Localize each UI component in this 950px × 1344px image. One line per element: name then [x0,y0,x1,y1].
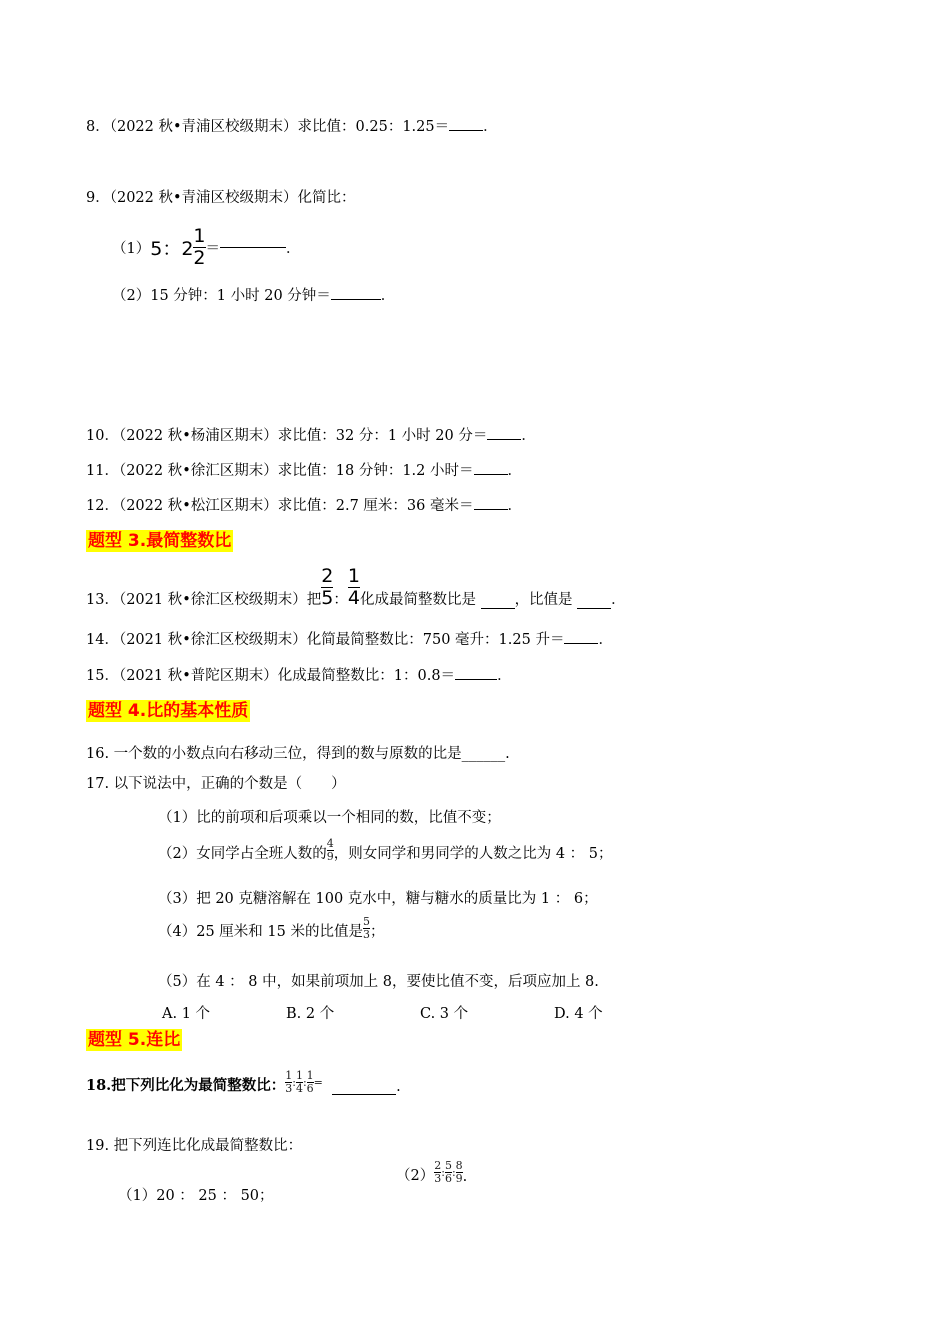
question-source: （2022 秋•杨浦区期末） [118,428,278,444]
answer-blank[interactable] [487,439,521,440]
answer-blank[interactable] [455,679,497,680]
answer-blank[interactable] [564,643,598,644]
question-source: （2021 秋•徐汇区校级期末） [118,591,307,608]
question-15: 15．（2021 秋•普陀区期末）化成最简整数比：1：0.8＝ ． [86,668,512,684]
question-19-part-1: （1）20 ： 25 ： 50； [118,1188,274,1204]
answer-blank[interactable] [332,1094,396,1095]
question-source: （2022 秋•青浦区校级期末） [109,190,298,206]
question-number: 8． [86,119,110,135]
question-source: （2022 秋•青浦区校级期末） [109,119,298,135]
question-9-part-2: （2）15 分钟：1 小时 20 分钟＝ ． [112,288,396,304]
question-17: 17. 以下说法中，正确的个数是（ ） [86,776,346,792]
statement-1: （1）比的前项和后项乘以一个相同的数，比值不变； [158,810,501,826]
fraction: $\frac{1}{6}$ [306,1069,314,1096]
question-text: 化简比： [297,190,356,206]
fraction: $\frac{1}{4}$ [295,1069,303,1096]
question-source: （2022 秋•徐汇区期末） [118,463,278,479]
answer-blank[interactable] [577,608,611,609]
question-18: 18.把下列比化为最简整数比： $\frac{1}{3}$ : $\frac{1}{4}$ : $\frac{1}{6}$ = . [86,1069,401,1096]
question-12: 12．（2022 秋•松江区期末）求比值：2.7 厘米：36 毫米＝ ． [86,498,522,514]
option-c[interactable]: C. 3 个 [420,1006,469,1022]
statement-5: （5）在 4 ： 8 中，如果前项加上 8，要使比值不变，后项应加上 8. [158,974,599,990]
question-source: （2021 秋•普陀区期末） [118,668,278,684]
statement-4: （4）25 厘米和 15 米的比值是 $\frac{5}{3}$ ； [158,915,385,942]
section-heading-3: 题型 3.最简整数比 [88,531,232,551]
question-8: 8．（2022 秋•青浦区校级期末）求比值：0.25：1.25＝ ． [86,119,498,135]
option-b[interactable]: B. 2 个 [286,1006,335,1022]
answer-blank[interactable] [220,247,286,248]
answer-blank[interactable]: ______ [461,746,506,762]
fraction: $\frac{8}{9}$ [455,1159,463,1186]
question-10: 10．（2022 秋•杨浦区期末）求比值：32 分：1 小时 20 分＝ ． [86,428,536,444]
fraction: $\frac{1}{3}$ [285,1069,293,1096]
fraction: $\frac{5}{3}$ [362,915,370,942]
question-source: （2021 秋•徐汇区校级期末） [118,632,307,648]
mixed-number-whole: 5：2 [150,237,194,260]
fraction: $\frac{1}{4}$ [347,565,360,609]
question-19: 19. 把下列连比化成最简整数比： [86,1138,303,1154]
fraction: $\frac{2}{5}$ [321,565,334,609]
statement-2: （2）女同学占全班人数的 $\frac{4}{9}$ ，则女同学和男同学的人数之比为 4 ： 5； [158,837,613,864]
section-heading-4: 题型 4.比的基本性质 [88,701,249,721]
question-text: 求比值：0.25：1.25＝ [297,119,450,135]
question-14: 14．（2021 秋•徐汇区校级期末）化简最简整数比：750 毫升：1.25 升＝ ． [86,632,613,648]
answer-blank[interactable] [331,299,381,300]
question-number: 9． [86,190,110,206]
question-source: （2022 秋•松江区期末） [118,498,278,514]
answer-blank[interactable] [474,474,508,475]
question-13: 13．（2021 秋•徐汇区校级期末）把 $\frac{2}{5}$ ： $\frac{1}{4}$ 化成最简整数比是 ，比值是 ． [86,565,626,609]
statement-3: （3）把 20 克糖溶解在 100 克水中，糖与糖水的质量比为 1 ： 6； [158,891,598,907]
fraction: $\frac{5}{6}$ [444,1159,452,1186]
option-a[interactable]: A. 1 个 [162,1006,211,1022]
answer-blank[interactable] [481,608,515,609]
fraction: $\frac{4}{9}$ [326,837,334,864]
answer-blank[interactable] [474,509,508,510]
question-9-part-1: （1）5：2 $\frac{1}{2}$ ＝ ． [112,225,301,269]
fraction: $\frac{1}{2}$ [193,225,206,269]
question-16: 16. 一个数的小数点向右移动三位，得到的数与原数的比是______. [86,746,510,762]
question-9 [86,188,356,208]
option-d[interactable]: D. 4 个 [554,1006,603,1022]
fraction: $\frac{2}{3}$ [434,1159,442,1186]
section-heading-5: 题型 5.连比 [88,1030,181,1050]
answer-blank[interactable] [449,130,483,131]
question-19-part-2: （2） $\frac{2}{3}$ : $\frac{5}{6}$ : $\frac{8}{9}$ . [396,1159,468,1186]
question-11: 11．（2022 秋•徐汇区期末）求比值：18 分钟：1.2 小时＝ ． [86,463,522,479]
